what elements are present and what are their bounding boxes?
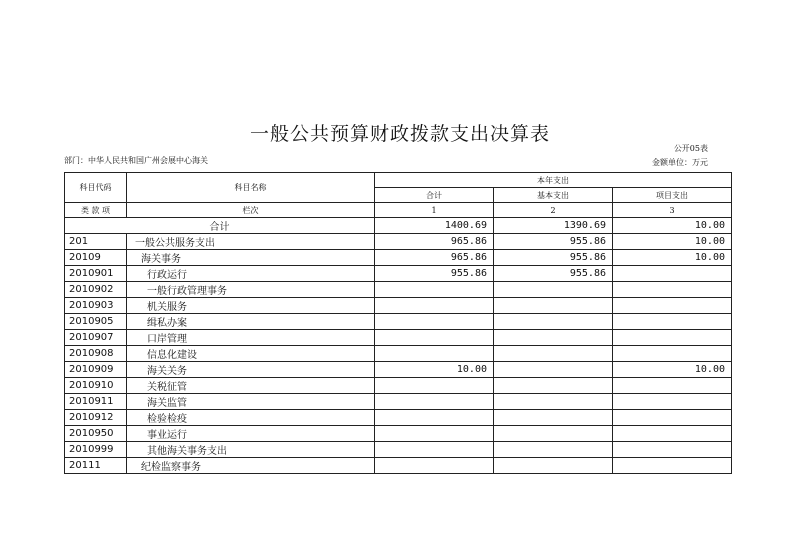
row-basic: 955.86: [494, 250, 613, 266]
row-project: [613, 330, 732, 346]
header-column-index: 栏次: [127, 203, 375, 218]
table-row: [65, 282, 732, 298]
row-total: [375, 378, 494, 394]
row-project: [613, 282, 732, 298]
row-total: [375, 394, 494, 410]
row-name: 海关关务: [127, 362, 375, 378]
row-project: [613, 410, 732, 426]
row-code: 2010905: [65, 314, 127, 330]
table-row: [65, 234, 732, 250]
total-label: 合计: [65, 218, 375, 234]
row-project: [613, 458, 732, 474]
header-total: 合计: [375, 188, 494, 203]
row-code: 20111: [65, 458, 127, 474]
row-project: [613, 298, 732, 314]
row-name: 检验检疫: [127, 410, 375, 426]
row-total: [375, 426, 494, 442]
row-total: [375, 458, 494, 474]
row-basic: 955.86: [494, 234, 613, 250]
table-row: [65, 410, 732, 426]
row-total: 955.86: [375, 266, 494, 282]
total-basic: 1390.69: [494, 218, 613, 234]
table-row: [65, 266, 732, 282]
row-code: 2010950: [65, 426, 127, 442]
row-code: 2010907: [65, 330, 127, 346]
row-basic: [494, 458, 613, 474]
table-row: [65, 346, 732, 362]
row-total: [375, 298, 494, 314]
table-row: [65, 442, 732, 458]
table-row: [65, 426, 732, 442]
row-name: 纪检监察事务: [127, 458, 375, 474]
row-total: 965.86: [375, 234, 494, 250]
row-code: 2010912: [65, 410, 127, 426]
row-name: 其他海关事务支出: [127, 442, 375, 458]
row-project: 10.00: [613, 234, 732, 250]
row-basic: [494, 298, 613, 314]
row-basic: [494, 330, 613, 346]
row-name: 口岸管理: [127, 330, 375, 346]
row-project: [613, 426, 732, 442]
row-basic: [494, 282, 613, 298]
row-code: 201: [65, 234, 127, 250]
row-total: [375, 330, 494, 346]
row-name: 关税征管: [127, 378, 375, 394]
total-total: 1400.69: [375, 218, 494, 234]
row-basic: [494, 394, 613, 410]
row-project: [613, 442, 732, 458]
header-basic: 基本支出: [494, 188, 613, 203]
row-basic: [494, 362, 613, 378]
table-row: [65, 458, 732, 474]
row-code: 2010901: [65, 266, 127, 282]
row-basic: [494, 442, 613, 458]
row-code: 2010908: [65, 346, 127, 362]
row-project: [613, 266, 732, 282]
table-row: [65, 362, 732, 378]
row-name: 事业运行: [127, 426, 375, 442]
table-row: [65, 250, 732, 266]
row-basic: [494, 378, 613, 394]
row-code: 2010910: [65, 378, 127, 394]
row-total: 10.00: [375, 362, 494, 378]
amount-unit-label: 金额单位：万元: [652, 158, 708, 167]
header-lei-kuan-xiang: 类 款 项: [65, 203, 127, 218]
row-code: 2010999: [65, 442, 127, 458]
row-code: 2010902: [65, 282, 127, 298]
page-title: 一般公共预算财政拨款支出决算表: [249, 123, 550, 145]
header-code: 科目代码: [65, 173, 127, 203]
header-project: 项目支出: [613, 188, 732, 203]
row-name: 行政运行: [127, 266, 375, 282]
row-project: 10.00: [613, 362, 732, 378]
row-code: 2010909: [65, 362, 127, 378]
table-row: [65, 298, 732, 314]
row-total: [375, 442, 494, 458]
form-number: 公开05表: [673, 144, 708, 153]
row-name: 缉私办案: [127, 314, 375, 330]
row-basic: [494, 314, 613, 330]
header-col1: 1: [375, 203, 494, 218]
row-project: [613, 378, 732, 394]
row-basic: [494, 410, 613, 426]
row-total: [375, 282, 494, 298]
header-col3: 3: [613, 203, 732, 218]
row-project: [613, 314, 732, 330]
row-project: [613, 394, 732, 410]
total-row: [65, 218, 732, 234]
header-current-year: 本年支出: [375, 173, 732, 188]
row-code: 20109: [65, 250, 127, 266]
row-name: 一般公共服务支出: [127, 234, 375, 250]
row-name: 海关监管: [127, 394, 375, 410]
row-code: 2010903: [65, 298, 127, 314]
row-name: 信息化建设: [127, 346, 375, 362]
row-basic: [494, 426, 613, 442]
table-row: [65, 394, 732, 410]
row-total: [375, 314, 494, 330]
header-col2: 2: [494, 203, 613, 218]
row-name: 一般行政管理事务: [127, 282, 375, 298]
row-total: [375, 346, 494, 362]
department-label: 部门：中华人民共和国广州会展中心海关: [64, 156, 208, 165]
total-project: 10.00: [613, 218, 732, 234]
header-name: 科目名称: [127, 173, 375, 203]
row-basic: 955.86: [494, 266, 613, 282]
table-row: [65, 378, 732, 394]
table-row: [65, 314, 732, 330]
row-code: 2010911: [65, 394, 127, 410]
row-name: 海关事务: [127, 250, 375, 266]
row-total: 965.86: [375, 250, 494, 266]
table-row: [65, 330, 732, 346]
row-basic: [494, 346, 613, 362]
row-total: [375, 410, 494, 426]
expenditure-table: [64, 172, 732, 474]
row-name: 机关服务: [127, 298, 375, 314]
row-project: [613, 346, 732, 362]
row-project: 10.00: [613, 250, 732, 266]
